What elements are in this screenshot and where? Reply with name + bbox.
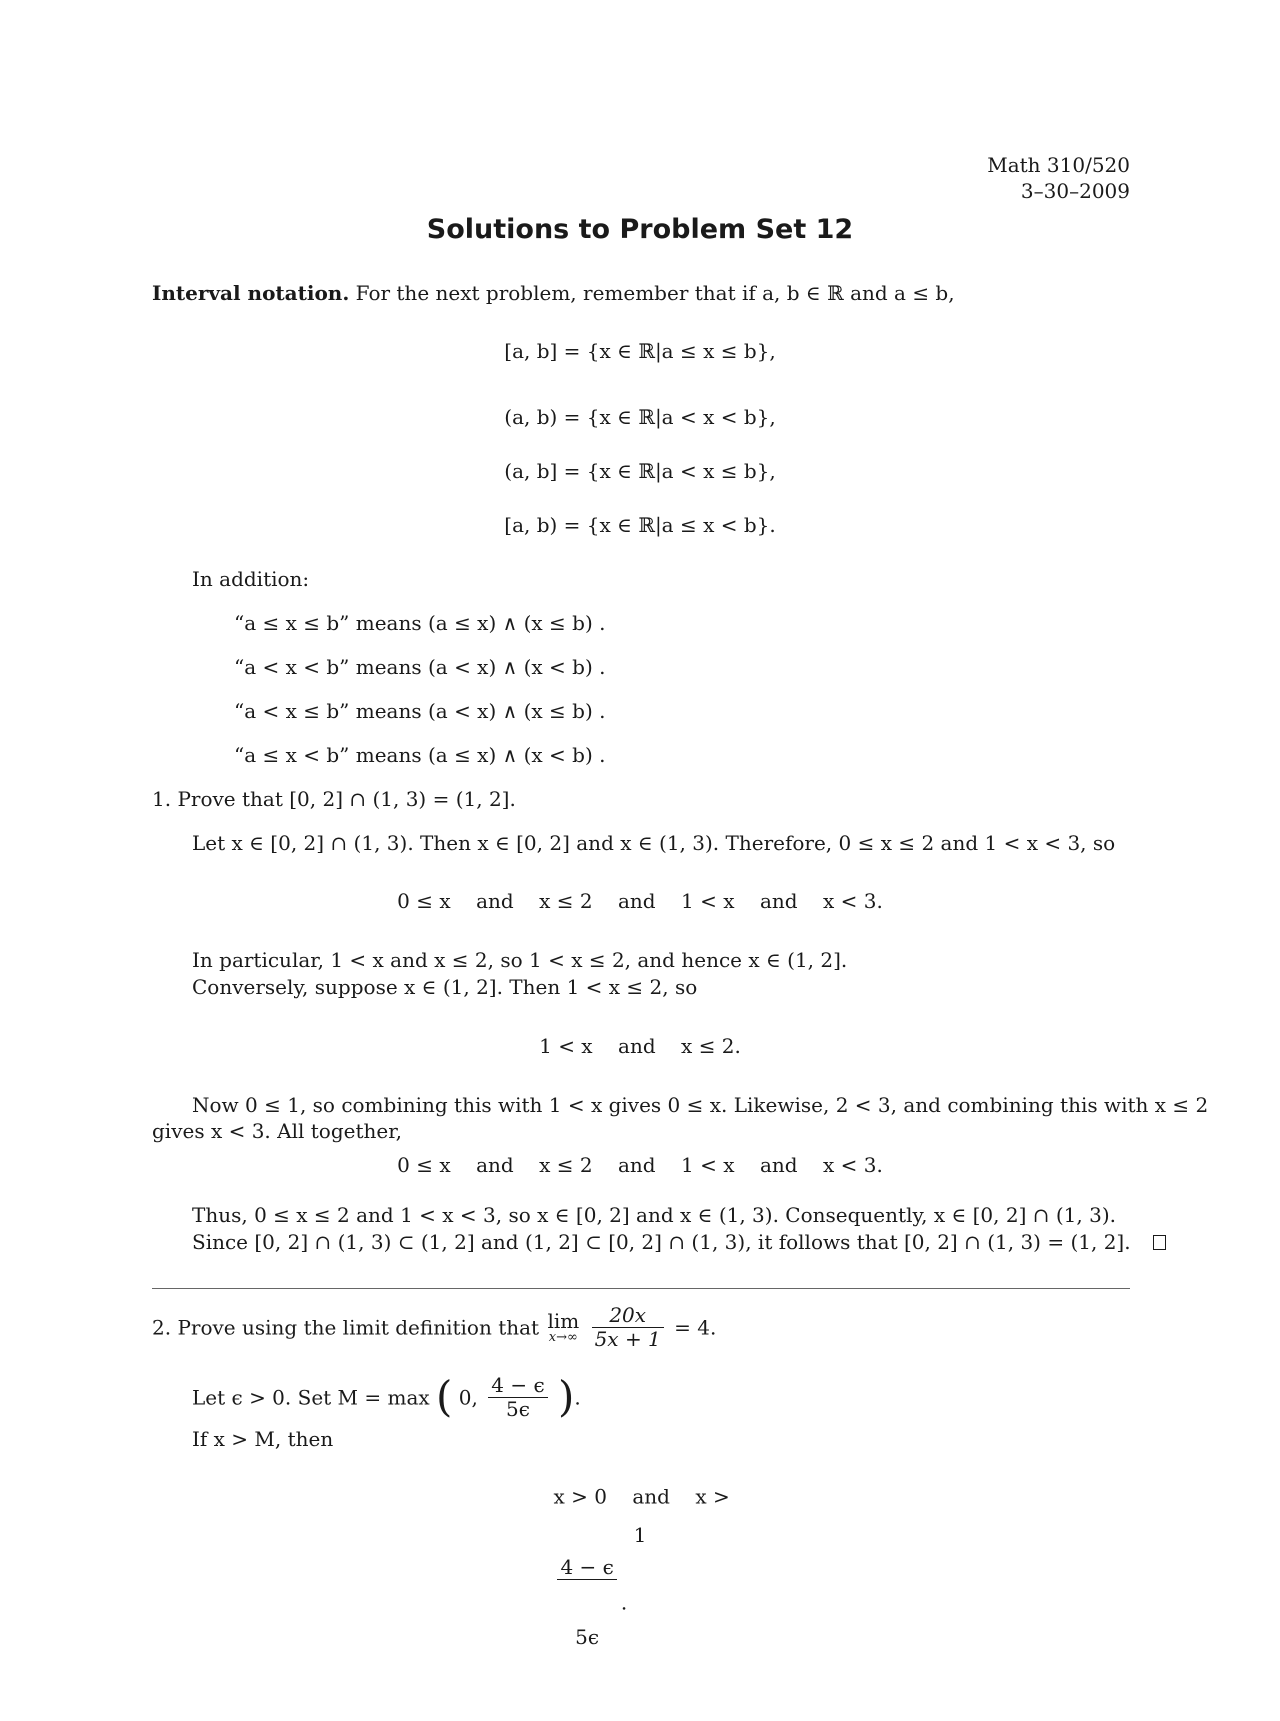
problem-1-equation: 0 ≤ x and x ≤ 2 and 1 < x and x < 3.: [397, 889, 883, 913]
limit-label: lim: [547, 1309, 580, 1333]
problem-1-paragraph: Conversely, suppose x ∈ (1, 2]. Then 1 < x ≤ 2, so: [192, 975, 698, 999]
max-fraction: [488, 1374, 547, 1421]
means-line: “a < x < b” means (a < x) ∧ (x < b) .: [234, 655, 606, 679]
left-paren: (: [436, 1372, 453, 1421]
definition-open: (a, b) = {x ∈ ℝ|a < x < b},: [504, 405, 776, 429]
problem-1-paragraph: In particular, 1 < x and x ≤ 2, so 1 < x ≤ 2, and hence x ∈ (1, 2].: [192, 948, 848, 972]
problem-1-conclusion-text: Since [0, 2] ∩ (1, 3) ⊂ (1, 2] and (1, 2] ⊂ [0, 2] ∩ (1, 3), it follows that [0, 2] ∩ (1, 3) = (1, 2].: [192, 1230, 1131, 1254]
means-line: “a ≤ x < b” means (a ≤ x) ∧ (x < b) .: [234, 743, 606, 767]
definition-closed: [a, b] = {x ∈ ℝ|a ≤ x ≤ b},: [504, 339, 776, 363]
definition-half-open-right: [a, b) = {x ∈ ℝ|a ≤ x < b}.: [504, 513, 776, 537]
problem-2-suffix: = 4.: [674, 1315, 717, 1340]
problem-2-prefix: 2. Prove using the limit definition that: [152, 1315, 540, 1340]
section-divider: [152, 1288, 1130, 1289]
addition-label: In addition:: [192, 567, 310, 591]
fraction-numerator: 20x: [592, 1304, 664, 1328]
problem-1-paragraph: Thus, 0 ≤ x ≤ 2 and 1 < x < 3, so x ∈ [0, 2] and x ∈ (1, 3). Consequently, x ∈ [0, 2] ∩ (1, 3).: [192, 1203, 1116, 1227]
definition-half-open-left: (a, b] = {x ∈ ℝ|a < x ≤ b},: [504, 459, 776, 483]
limit-fraction: [592, 1304, 664, 1351]
problem-1-paragraph: Now 0 ≤ 1, so combining this with 1 < x gives 0 ≤ x. Likewise, 2 < 3, and combining this with x ≤ 2: [192, 1093, 1209, 1117]
means-line: “a < x ≤ b” means (a < x) ∧ (x ≤ b) .: [234, 699, 606, 723]
fraction-denominator: 5ϵ: [505, 1396, 530, 1421]
problem-2-statement: [152, 1304, 716, 1351]
problem-1-conclusion: [192, 1229, 1166, 1255]
setup-text: Let ϵ > 0. Set M = max: [192, 1385, 430, 1410]
problem-2-inequality: x > 0 and x > $\frac{4 - \epsilon}{5\epsilon}$ .: [528, 1456, 730, 1721]
right-paren: ): [558, 1372, 575, 1421]
problem-1-paragraph: Let x ∈ [0, 2] ∩ (1, 3). Then x ∈ [0, 2] and x ∈ (1, 3). Therefore, 0 ≤ x ≤ 2 and 1 < x < 3, so: [192, 831, 1116, 855]
problem-2-condition: If x > M, then: [192, 1427, 334, 1451]
qed-icon: [1153, 1235, 1166, 1250]
problem-1-paragraph: gives x < 3. All together,: [152, 1119, 402, 1143]
fraction-denominator: 5ϵ: [575, 1624, 600, 1649]
page-title: Solutions to Problem Set 12: [426, 214, 854, 245]
interval-intro: [152, 280, 955, 306]
problem-1-statement: 1. Prove that [0, 2] ∩ (1, 3) = (1, 2].: [152, 787, 516, 811]
inequality-left: x > 0 and x >: [553, 1484, 730, 1509]
interval-heading: Interval notation.: [152, 281, 350, 305]
interval-intro-text: For the next problem, remember that if a, b ∈ ℝ and a ≤ b,: [355, 281, 955, 305]
limit-subscript: x→∞: [548, 1330, 578, 1345]
max-first-arg: 0,: [458, 1385, 478, 1410]
means-line: “a ≤ x ≤ b” means (a ≤ x) ∧ (x ≤ b) .: [234, 611, 606, 635]
limit-operator: [547, 1311, 579, 1344]
problem-1-equation: 0 ≤ x and x ≤ 2 and 1 < x and x < 3.: [397, 1153, 883, 1177]
fraction-numerator: 4 − ϵ: [557, 1556, 616, 1580]
fraction-denominator: 5x + 1: [594, 1327, 661, 1351]
problem-1-equation: 1 < x and x ≤ 2.: [539, 1034, 741, 1058]
fraction-numerator: 4 − ϵ: [488, 1374, 547, 1398]
date-label: 3–30–2009: [1020, 179, 1130, 203]
problem-2-setup: Let ϵ > 0. Set M = max ( 0, $\frac{4 - \epsilon}{5\epsilon}$ ).: [192, 1372, 581, 1421]
page-number: 1: [633, 1523, 647, 1547]
course-label: Math 310/520: [987, 153, 1130, 177]
